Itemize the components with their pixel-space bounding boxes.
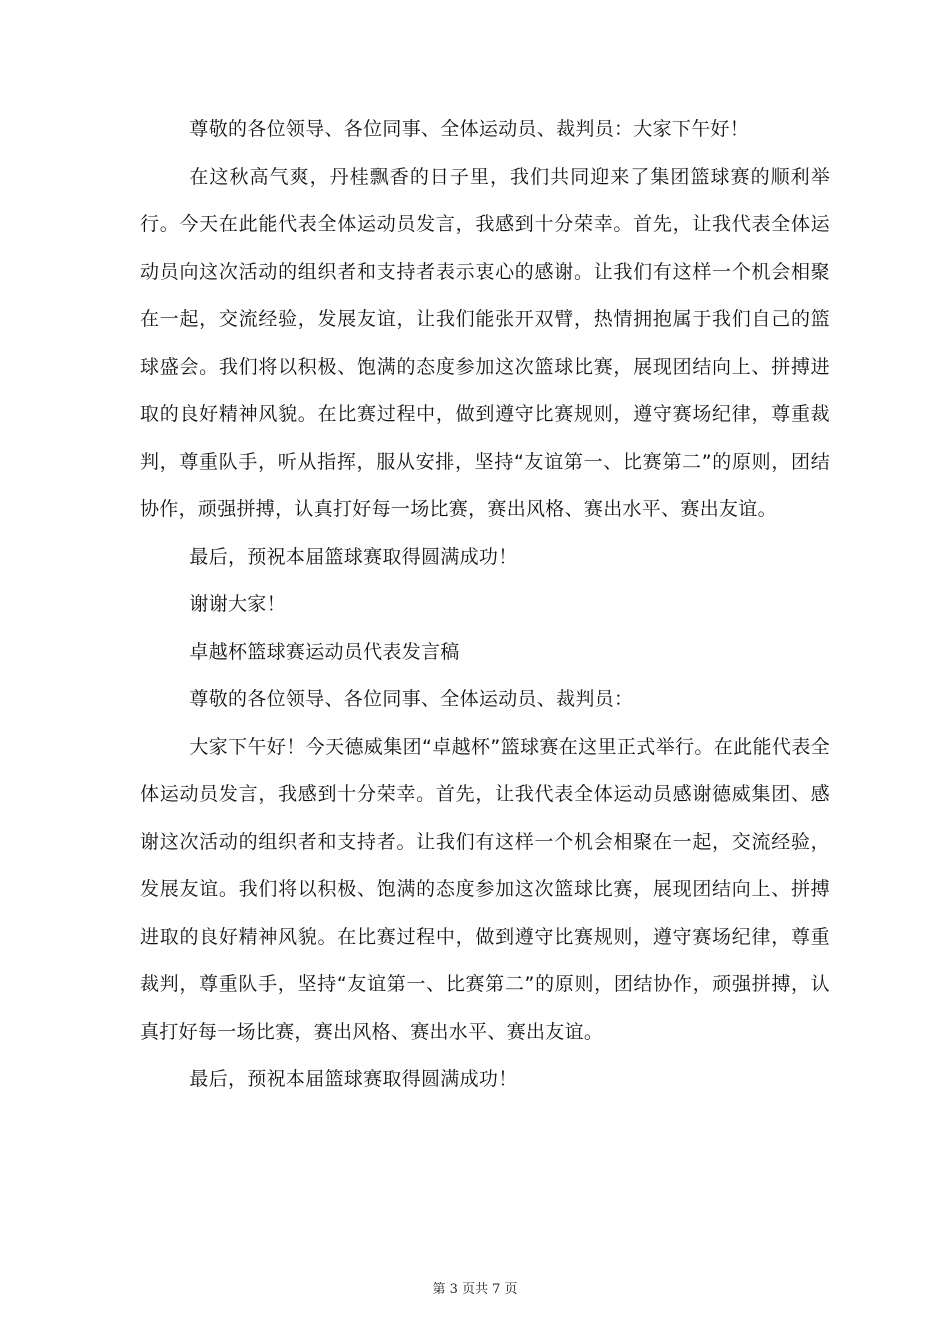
greeting-paragraph: 尊敬的各位领导、各位同事、全体运动员、裁判员：大家下午好！ [189, 118, 750, 140]
second-greeting-paragraph: 尊敬的各位领导、各位同事、全体运动员、裁判员： [189, 688, 634, 710]
second-body-paragraph: 大家下午好！今天德威集团“卓越杯”篮球赛在这里正式举行。在此能代表全体运动员发言，我感到十分荣幸。首先，让我代表全体运动员感谢德威集团、感谢这次活动的组织者和支持者。让我们有这样一个机会相聚在一起，交流经验，发展友谊。我们将以积极、饱满的态度参加这次篮球比赛，展现团结向上、拼搏进取的良好精神风貌。在比赛过程中，做到遵守比赛规则，遵守赛场纪律，尊重裁判，尊重队手，坚持“友谊第一、比赛第二”的原则，团结协作，顽强拼搏，认真打好每一场比赛，赛出风格、赛出水平、赛出友谊。 [140, 735, 830, 1043]
thanks-paragraph: 谢谢大家！ [189, 593, 286, 615]
page-number-footer: 第 3 页共 7 页 [432, 1282, 518, 1297]
section-title: 卓越杯篮球赛运动员代表发言稿 [189, 640, 460, 663]
second-closing-wish-paragraph: 最后，预祝本届篮球赛取得圆满成功！ [189, 1068, 518, 1090]
closing-wish-paragraph: 最后，预祝本届篮球赛取得圆满成功！ [189, 545, 518, 568]
document-body [140, 106, 830, 1104]
body-paragraph: 在这秋高气爽，丹桂飘香的日子里，我们共同迎来了集团篮球赛的顺利举行。今天在此能代表全体运动员发言，我感到十分荣幸。首先，让我代表全体运动员向这次活动的组织者和支持者表示衷心的感谢。让我们有这样一个机会相聚在一起，交流经验，发展友谊，让我们能张开双臂，热情拥抱属于我们自己的篮球盛会。我们将以积极、饱满的态度参加这次篮球比赛，展现团结向上、拼搏进取的良好精神风貌。在比赛过程中，做到遵守比赛规则，遵守赛场纪律，尊重裁判，尊重队手，听从指挥，服从安排，坚持“友谊第一、比赛第二”的原则，团结协作，顽强拼搏，认真打好每一场比赛，赛出风格、赛出水平、赛出友谊。 [140, 165, 830, 520]
